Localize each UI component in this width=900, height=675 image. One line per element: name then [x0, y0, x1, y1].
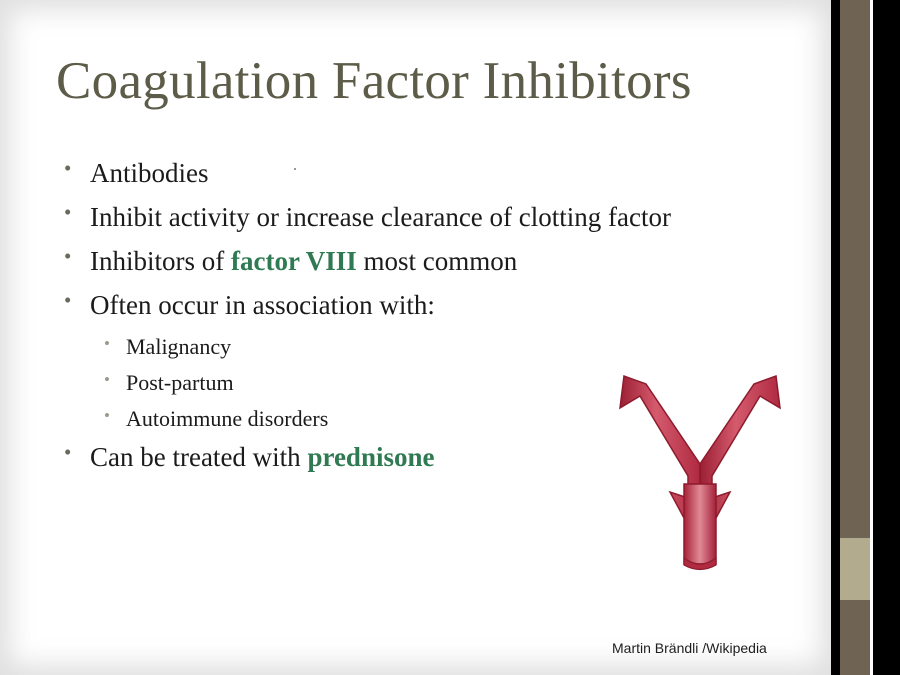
slide-side-decoration [831, 0, 900, 675]
decoration-khaki-bar [840, 538, 870, 600]
decoration-white-divider [870, 0, 873, 675]
bullet-text: Inhibitors of [90, 246, 231, 276]
list-item [56, 160, 786, 187]
antibody-icon [610, 368, 790, 573]
bullet-text: most common [356, 246, 518, 276]
bullet-text: Autoimmune disorders [126, 406, 329, 431]
image-credit: Martin Brändli /Wikipedia [612, 640, 767, 656]
bullet-text: Often occur in association with: [90, 290, 435, 320]
bullet-text: Malignancy [126, 334, 232, 359]
bullet-highlight: factor VIII [231, 246, 357, 276]
bullet-text: Post-partum [126, 370, 234, 395]
list-item [56, 336, 786, 358]
bullet-text: Can be treated with [90, 442, 308, 472]
bullet-text: Antibodies [90, 158, 209, 188]
list-item [56, 248, 786, 275]
list-item [56, 292, 786, 319]
slide-title: Coagulation Factor Inhibitors [56, 52, 692, 110]
bullet-text: Inhibit activity or increase clearance of clotting factor [90, 202, 671, 232]
list-item [56, 204, 786, 231]
bullet-highlight: prednisone [307, 442, 435, 472]
